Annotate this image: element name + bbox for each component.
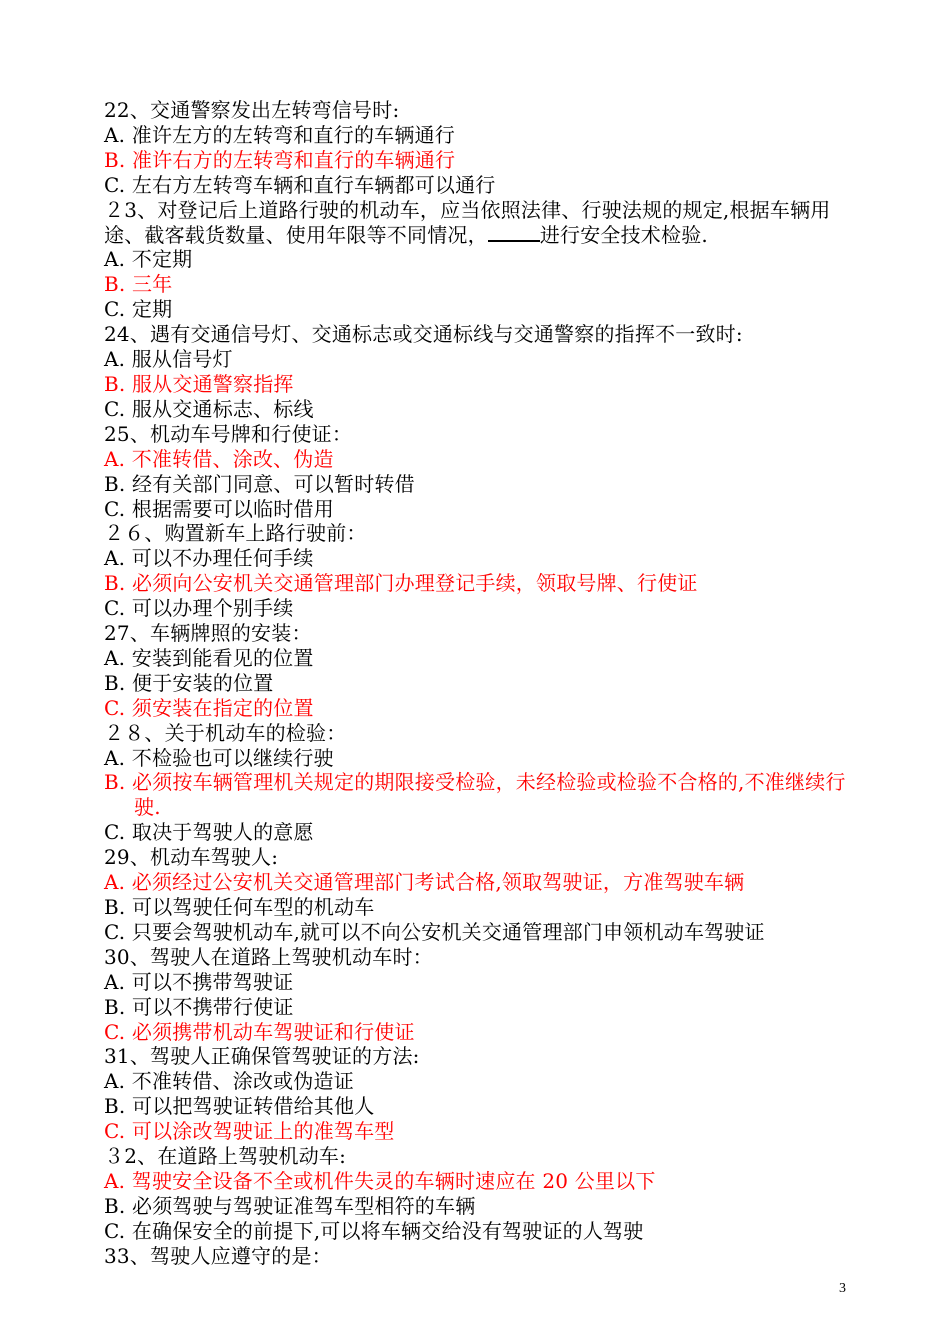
question-26: ２６、购置新车上路行驶前： — [104, 521, 367, 546]
option-30-b: B. 可以不携带行使证 — [104, 994, 294, 1019]
question-27: 27、车辆牌照的安装： — [104, 621, 312, 646]
option-23-b-correct: B. 三年 — [104, 272, 173, 297]
option-24-c: C. 服从交通标志、标线 — [104, 396, 314, 421]
fill-in-blank — [488, 224, 540, 242]
page-number: 3 — [839, 1281, 846, 1296]
option-31-b: B. 可以把驾驶证转借给其他人 — [104, 1094, 375, 1119]
option-25-a-correct: A. 不准转借、涂改、伪造 — [104, 446, 334, 471]
option-31-a: A. 不准转借、涂改或伪造证 — [104, 1069, 354, 1094]
option-29-a-correct: A. 必须经过公安机关交通管理部门考试合格,领取驾驶证，方准驾驶车辆 — [104, 870, 745, 895]
option-27-b: B. 便于安装的位置 — [104, 670, 274, 695]
question-30: 30、驾驶人在道路上驾驶机动车时： — [104, 944, 433, 969]
option-26-b-correct: B. 必须向公安机关交通管理部门办理登记手续，领取号牌、行使证 — [104, 571, 698, 596]
option-29-b: B. 可以驾驶任何车型的机动车 — [104, 895, 375, 919]
option-25-b: B. 经有关部门同意、可以暂时转借 — [104, 471, 415, 496]
option-28-b-correct: B. 必须按车辆管理机关规定的期限接受检验，未经检验或检验不合格的,不准继续行驶. — [104, 770, 846, 820]
question-25: 25、机动车号牌和行使证： — [104, 421, 353, 446]
question-22: 22、交通警察发出左转弯信号时: — [104, 98, 400, 122]
option-22-b-correct: B. 准许右方的左转弯和直行的车辆通行 — [104, 147, 456, 172]
option-23-c: C. 定期 — [104, 297, 173, 322]
question-23-text: ２3、对登记后上道路行驶的机动车，应当依照法律、行驶法规的规定,根据车辆用途、截客载货数量、使用年限等不同情况， — [104, 197, 831, 247]
question-33: 33、驾驶人应遵守的是： — [104, 1243, 332, 1268]
question-29: 29、机动车驾驶人: — [104, 845, 279, 870]
option-32-b: B. 必须驾驶与驾驶证准驾车型相符的车辆 — [104, 1193, 476, 1218]
option-28-a: A. 不检验也可以继续行驶 — [104, 745, 334, 770]
option-26-c: C. 可以办理个别手续 — [104, 596, 294, 621]
option-28-c: C. 取决于驾驶人的意愿 — [104, 820, 314, 845]
option-24-a: A. 服从信号灯 — [104, 347, 233, 372]
question-24: 24、遇有交通信号灯、交通标志或交通标线与交通警察的指挥不一致时: — [104, 322, 743, 347]
option-27-a: A. 安装到能看见的位置 — [104, 645, 314, 670]
option-30-a: A. 可以不携带驾驶证 — [104, 969, 294, 994]
question-31: 31、驾驶人正确保管驾驶证的方法: — [104, 1044, 420, 1069]
option-30-c-correct: C. 必须携带机动车驾驶证和行使证 — [104, 1019, 415, 1044]
option-31-c-marked: C. 可以涂改驾驶证上的准驾车型 — [104, 1119, 395, 1144]
option-23-a: A. 不定期 — [104, 247, 193, 272]
option-29-c: C. 只要会驾驶机动车,就可以不向公安机关交通管理部门申领机动车驾驶证 — [104, 919, 765, 944]
option-32-c: C. 在确保安全的前提下,可以将车辆交给没有驾驶证的人驾驶 — [104, 1218, 644, 1243]
question-23 — [104, 198, 848, 248]
question-32: ３2、在道路上驾驶机动车: — [104, 1144, 347, 1169]
document-body — [104, 98, 848, 1269]
option-32-a-marked: A. 驾驶安全设备不全或机件失灵的车辆时速应在 20 公里以下 — [104, 1168, 656, 1193]
question-23-tail: 进行安全技术检验. — [539, 222, 708, 247]
option-22-a: A. 准许左方的左转弯和直行的车辆通行 — [104, 122, 455, 147]
option-25-c: C. 根据需要可以临时借用 — [104, 496, 334, 521]
option-22-c: C. 左右方左转弯车辆和直行车辆都可以通行 — [104, 172, 496, 197]
question-28: ２８、关于机动车的检验： — [104, 720, 347, 745]
option-27-c-correct: C. 须安装在指定的位置 — [104, 695, 314, 720]
option-24-b-correct: B. 服从交通警察指挥 — [104, 371, 294, 396]
option-26-a: A. 可以不办理任何手续 — [104, 546, 314, 571]
